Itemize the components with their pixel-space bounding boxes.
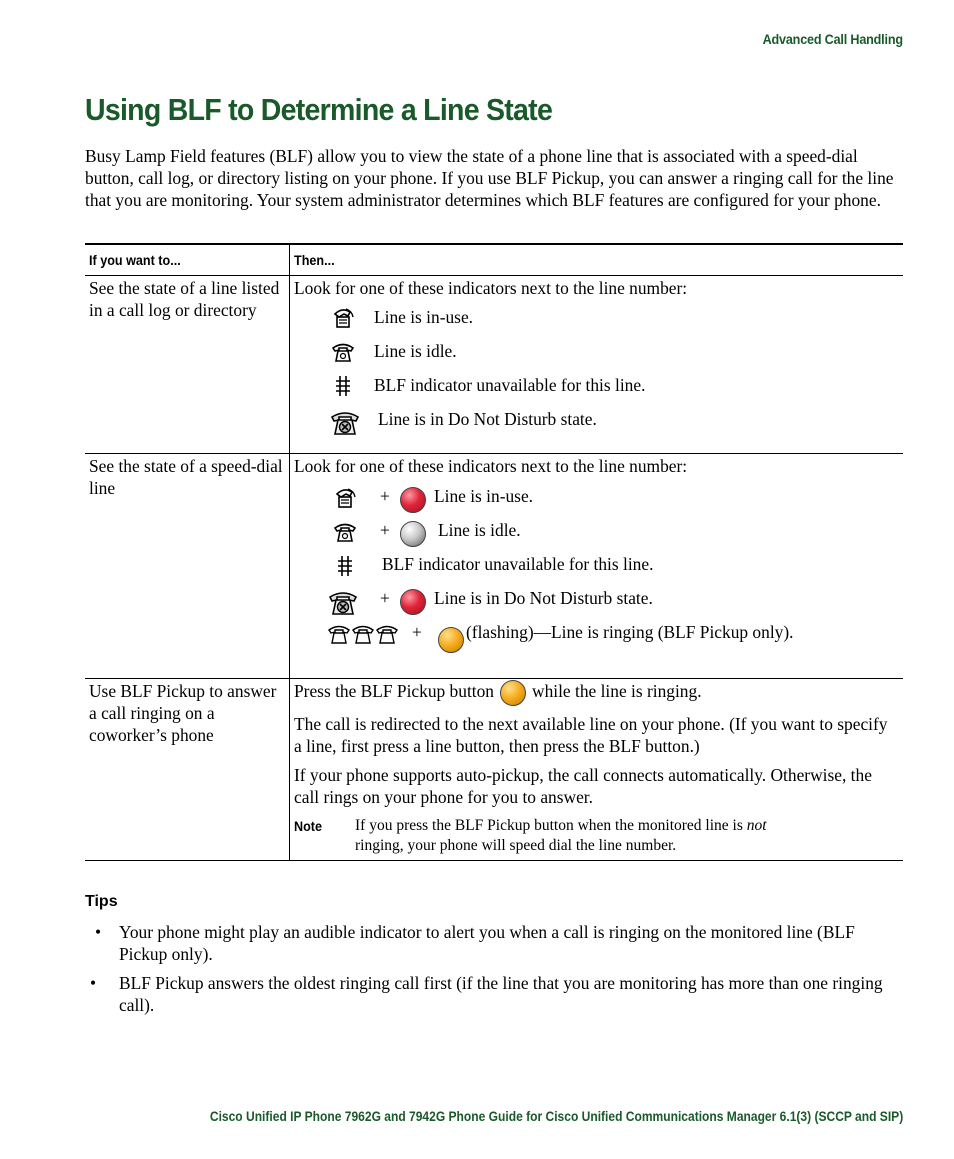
indicator-item — [294, 333, 899, 367]
blf-unavailable-icon — [332, 553, 358, 579]
note-text: If you press the BLF Pickup button when the monitored line is not ringing, your phone will speed dial the line number. — [355, 817, 767, 854]
tips-list — [85, 921, 903, 1023]
indicator-text: Line is in Do Not Disturb state. — [434, 588, 653, 608]
row2-lead: Look for one of these indicators next to the line number: — [294, 456, 688, 476]
indicator-item — [294, 367, 899, 401]
indicator-text: BLF indicator unavailable for this line. — [382, 554, 654, 574]
indicator-item — [294, 401, 899, 435]
red-lamp-icon — [400, 487, 426, 513]
indicator-text: Line is in-use. — [434, 486, 534, 506]
tips-heading: Tips — [85, 893, 118, 910]
row3-then — [290, 679, 904, 861]
plus-sign: + — [412, 622, 422, 642]
indicator-item — [294, 299, 899, 333]
indicator-text: Line is in-use. — [374, 307, 474, 327]
indicator-text: BLF indicator unavailable for this line. — [374, 375, 646, 395]
row2-want: See the state of a speed-dial line — [85, 454, 290, 679]
intro-paragraph: Busy Lamp Field features (BLF) allow you to view the state of a phone line that is associated with a speed-dial button, call log, or directory listing on your phone. If you use BLF Pickup, you can answer a ringing call for the line that you are monitoring. Your system administrator determines which BLF features are configured for your phone. — [85, 146, 894, 210]
do-not-disturb-icon — [328, 587, 354, 613]
col-header-want: If you want to... — [85, 244, 290, 276]
row1-want: See the state of a line listed in a call log or directory — [85, 276, 290, 454]
indicator-item — [294, 545, 899, 579]
running-header: Advanced Call Handling — [762, 31, 903, 47]
table-row — [85, 276, 903, 454]
phone-idle-icon — [330, 339, 356, 365]
row3-paragraph-2: The call is redirected to the next available line on your phone. (If you want to specify a line, first press a line button, then press the BLF button.) — [294, 714, 888, 756]
indicator-text: (flashing)—Line is ringing (BLF Pickup only). — [466, 622, 794, 642]
list-item: • Your phone might play an audible indicator to alert you when a call is ringing on the monitored line (BLF Pickup only). — [95, 922, 855, 964]
table-row — [85, 679, 903, 861]
phone-ringing-icon — [328, 621, 402, 647]
gray-lamp-icon — [400, 521, 426, 547]
do-not-disturb-icon — [330, 407, 356, 433]
table-row — [85, 454, 903, 679]
note-label: Note — [294, 818, 323, 834]
blf-unavailable-icon — [330, 373, 356, 399]
row1-lead: Look for one of these indicators next to the line number: — [294, 278, 688, 298]
page-title: Using BLF to Determine a Line State — [85, 92, 553, 127]
blf-pickup-button-icon — [500, 680, 526, 706]
phone-idle-icon — [332, 519, 358, 545]
row3-paragraph-3: If your phone supports auto-pickup, the call connects automatically. Otherwise, the call rings on your phone for you to answer. — [294, 765, 872, 807]
plus-sign: + — [380, 588, 390, 608]
indicator-item — [294, 511, 899, 545]
row3-want: Use BLF Pickup to answer a call ringing on a coworker’s phone — [85, 679, 290, 861]
list-item: • BLF Pickup answers the oldest ringing call first (if the line that you are monitoring has more than one ringing call). — [90, 973, 883, 1015]
row3-paragraph-1: Press the BLF Pickup button while the line is ringing. — [294, 680, 899, 706]
phone-in-use-icon — [332, 485, 358, 511]
indicator-text: Line is idle. — [374, 341, 457, 361]
page-footer: Cisco Unified IP Phone 7962G and 7942G Phone Guide for Cisco Unified Communications Manager 6.1(3) (SCCP and SIP) — [209, 1108, 903, 1124]
note-block — [294, 816, 899, 856]
indicator-item — [294, 477, 899, 511]
red-lamp-icon — [400, 589, 426, 615]
indicator-text: Line is idle. — [438, 520, 521, 540]
indicator-text: Line is in Do Not Disturb state. — [378, 409, 597, 429]
row2-then — [290, 454, 904, 679]
plus-sign: + — [380, 520, 390, 540]
indicator-item — [294, 613, 899, 647]
table-header-row — [85, 244, 903, 276]
phone-in-use-icon — [330, 305, 356, 331]
col-header-then: Then... — [290, 244, 904, 276]
orange-lamp-icon — [438, 627, 464, 653]
indicator-item — [294, 579, 899, 613]
plus-sign: + — [380, 486, 390, 506]
row1-then — [290, 276, 904, 454]
blf-table — [85, 243, 903, 861]
